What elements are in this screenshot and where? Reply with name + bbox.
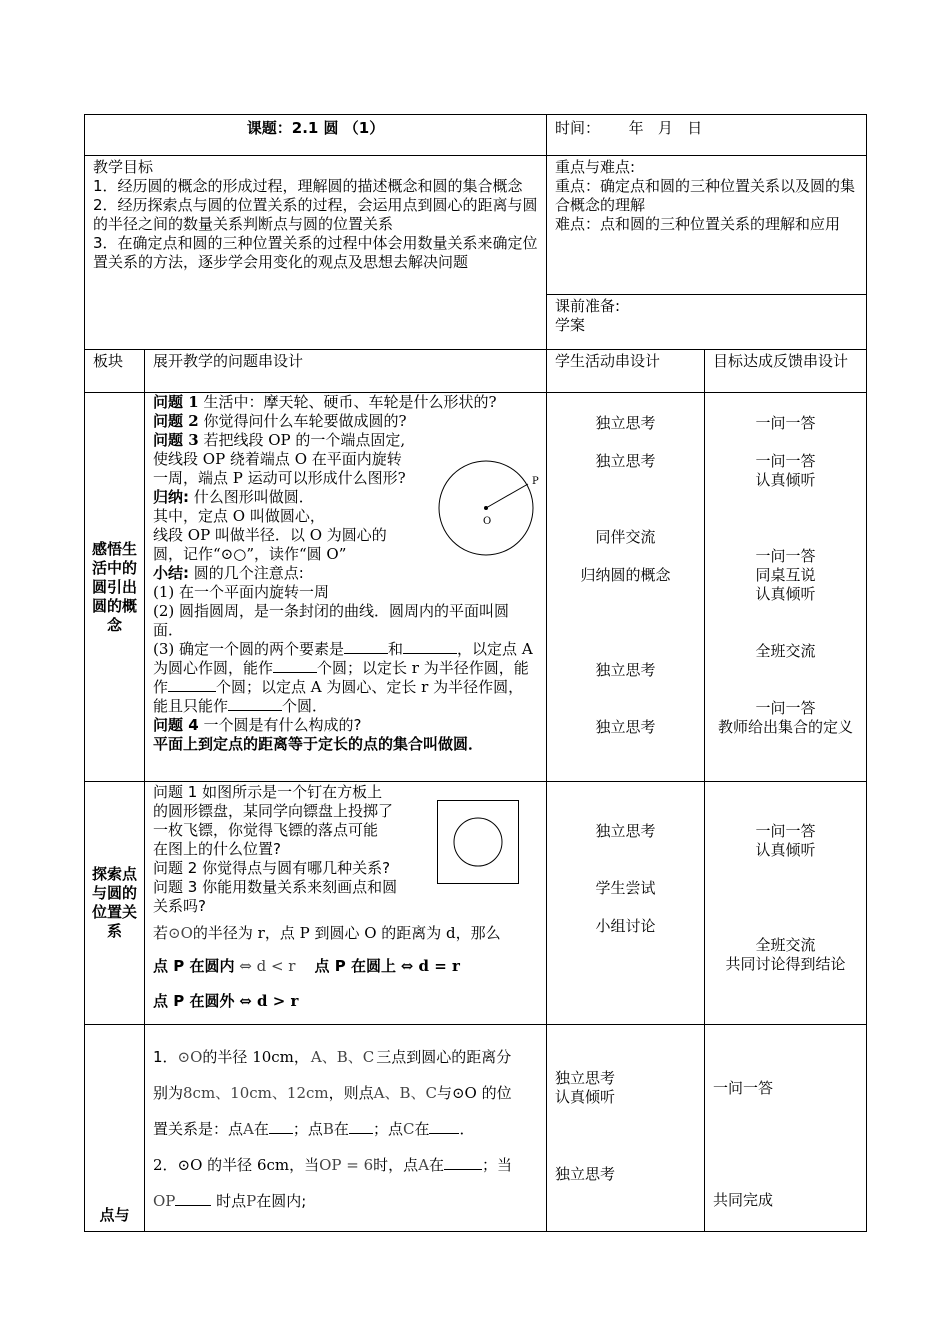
section3-feedback [705, 1025, 867, 1232]
activity: 独立思考 [555, 1069, 616, 1087]
outside-label: 点 P 在圆外 [153, 992, 235, 1010]
center-point [484, 506, 488, 510]
feedback: 共同讨论得到结论 [725, 955, 846, 973]
feedback: 认真倾听 [755, 471, 816, 489]
dartboard-circle [454, 818, 502, 866]
lesson-topic: 课题：2.1 圆 （1） [246, 119, 385, 137]
goals-cell [85, 156, 547, 350]
lesson-time: 时间： 年 月 日 [555, 119, 703, 137]
section3-label: 点与 [85, 1025, 145, 1232]
feedback: 全班交流 [755, 936, 816, 954]
difficult-point: 难点：点和圆的三种位置关系的理解和应用 [555, 215, 841, 233]
inside-label: 点 P 在圆内 [153, 957, 235, 975]
activity: 同伴交流 [595, 528, 656, 546]
section1-questions [145, 393, 547, 782]
def-line2: 线段 OP 叫做半径．以 O 为圆心的 [153, 526, 387, 544]
goals-row [85, 156, 867, 295]
activity: 认真倾听 [555, 1088, 616, 1106]
point-label: P [532, 476, 539, 487]
outside-math: ⇔ d > r [239, 992, 299, 1010]
s2-q3: 问题 3 你能用数量关系来刻画点和圆 [153, 878, 398, 896]
s2-q1-line3: 一枚飞镖，你觉得飞镖的落点可能 [153, 821, 379, 839]
activity: 独立思考 [595, 718, 656, 736]
feedback: 认真倾听 [755, 841, 816, 859]
q4-label: 问题 4 [153, 716, 199, 734]
activity: 独立思考 [595, 414, 656, 432]
feedback: 一问一答 [755, 452, 816, 470]
def-line1: 其中，定点 O 叫做圆心， [153, 507, 325, 525]
feedback: 同桌互说 [755, 566, 816, 584]
s2-condition: 若⊙O的半径为 r，点 P 到圆心 O 的距离为 d，那么 [153, 924, 501, 942]
prep-title: 课前准备: [555, 297, 621, 315]
section2-feedback [705, 782, 867, 1025]
q3-text: 若把线段 OP 的一个端点固定, [203, 431, 406, 449]
q3-label: 问题 3 [153, 431, 199, 449]
exercise-1-line2: 别为8cm、10cm、12cm，则点A、B、C与⊙O 的位 [153, 1084, 512, 1102]
section1-activities [547, 393, 705, 782]
circle-radius-figure [434, 460, 546, 564]
s2-q3-line2: 关系吗? [153, 897, 206, 915]
q2-label: 问题 2 [153, 412, 199, 430]
section3-row [85, 1025, 867, 1232]
q3-line3: 一周，端点 P 运动可以形成什么图形? [153, 469, 406, 487]
prep-content: 学案 [555, 316, 586, 334]
section2-activities [547, 782, 705, 1025]
s2-q2: 问题 2 你觉得点与圆有哪几种关系? [153, 859, 391, 877]
summary-label: 归纳: [153, 488, 189, 506]
center-label: O [483, 516, 492, 527]
s2-q1-line2: 的圆形镖盘，某同学向镖盘上投掷了 [153, 802, 394, 820]
exercise-1-line1: 1．⊙O的半径 10cm， A、B、C 三点到圆心的距离分 [153, 1048, 512, 1066]
inside-math: ⇔ d < r [239, 957, 296, 975]
col-header-questions: 展开教学的问题串设计 [145, 350, 547, 393]
activity: 归纳圆的概念 [580, 566, 671, 584]
section1-label: 感悟生活中的圆引出圆的概念 [85, 393, 145, 782]
feedback: 认真倾听 [755, 585, 816, 603]
section3-exercises [145, 1025, 547, 1232]
keypoints-title: 重点与难点: [555, 158, 636, 176]
section3-activities [547, 1025, 705, 1232]
header-row [85, 115, 867, 156]
activity: 独立思考 [595, 452, 656, 470]
exercise-2-line1: 2．⊙O 的半径 6cm，当OP = 6时，点A在 ；当 [153, 1156, 513, 1174]
section1-row [85, 393, 867, 782]
s2-outside [153, 992, 538, 1011]
exercise-2-line2: OP 时点P在圆内; [153, 1192, 307, 1210]
q1-label: 问题 1 [153, 393, 199, 411]
q3-line2: 使线段 OP 绕着端点 O 在平面内旋转 [153, 450, 402, 468]
activity: 独立思考 [595, 661, 656, 679]
col-header-feedback: 目标达成反馈串设计 [705, 350, 867, 393]
goal-item: 3．在确定点和圆的三种位置关系的过程中体会用数量关系来确定位置关系的方法，逐步学会用变化的观点及思想去解决问题 [93, 234, 538, 271]
small-summary-text: 圆的几个注意点: [189, 564, 304, 582]
point-3: (3) 确定一个圆的两个要素是 和 ，以定点 A 为圆心作圆，能作 个圆；以定长 r 为半径作圆，能作 个圆；以定点 A 为圆心、定长 r 为半径作圆，能且只能作 个圆． [153, 640, 533, 715]
feedback: 共同完成 [713, 1191, 774, 1209]
lesson-plan-table [84, 114, 867, 1232]
activity: 独立思考 [555, 1165, 616, 1183]
time-cell [547, 115, 867, 156]
activity: 学生尝试 [595, 879, 656, 897]
summary-text: 什么图形叫做圆． [189, 488, 314, 506]
feedback: 一问一答 [755, 547, 816, 565]
def-line3: 圆，记作“⊙○”，读作“圆 O” [153, 545, 347, 563]
feedback: 全班交流 [755, 642, 816, 660]
prep-cell [547, 295, 867, 350]
s2-q1: 问题 1 如图所示是一个钉在方板上 [153, 783, 383, 801]
section2-label: 探索点与圆的位置关系 [85, 782, 145, 1025]
q4-text: 一个圆是有什么构成的? [198, 716, 362, 734]
point-1: (1) 在一个平面内旋转一周 [153, 583, 330, 601]
goal-item: 1．经历圆的概念的形成过程，理解圆的描述概念和圆的集合概念 [93, 177, 523, 195]
column-header-row [85, 350, 867, 393]
s2-q1-line4: 在图上的什么位置? [153, 840, 281, 858]
feedback: 一问一答 [755, 699, 816, 717]
q1-text: 生活中：摩天轮、硬币、车轮是什么形状的? [203, 393, 497, 411]
point-2: (2) 圆指圆周，是一条封闭的曲线．圆周内的平面叫圆面． [153, 602, 510, 639]
topic-cell [85, 115, 547, 156]
feedback: 一问一答 [713, 1079, 774, 1097]
goals-title: 教学目标 [93, 158, 154, 176]
q2-text: 你觉得问什么车轮要做成圆的? [203, 412, 407, 430]
s2-inside-on [153, 957, 538, 976]
feedback: 教师给出集合的定义 [717, 718, 853, 736]
activity: 小组讨论 [595, 917, 656, 935]
feedback: 一问一答 [755, 414, 816, 432]
col-header-activities: 学生活动串设计 [547, 350, 705, 393]
col-header-section: 板块 [85, 350, 145, 393]
on-math: ⇔ d = r [400, 957, 460, 975]
square-board [438, 801, 519, 884]
on-label: 点 P 在圆上 [314, 957, 396, 975]
exercise-1-line3: 置关系是：点A在 ；点B在 ；点C在 ． [153, 1120, 475, 1138]
activity: 独立思考 [595, 822, 656, 840]
radius-segment [486, 484, 528, 508]
goal-item: 2．经历探索点与圆的位置关系的过程，会运用点到圆心的距离与圆的半径之间的数量关系判断点与圆的位置关系 [93, 196, 538, 233]
section1-feedback [705, 393, 867, 782]
small-summary-label: 小结: [153, 564, 189, 582]
feedback: 一问一答 [755, 822, 816, 840]
set-definition: 平面上到定点的距离等于定长的点的集合叫做圆． [153, 735, 484, 753]
key-point: 重点：确定点和圆的三种位置关系以及圆的集合概念的理解 [555, 177, 856, 214]
dartboard-figure [437, 800, 519, 884]
keypoints-cell [547, 156, 867, 295]
